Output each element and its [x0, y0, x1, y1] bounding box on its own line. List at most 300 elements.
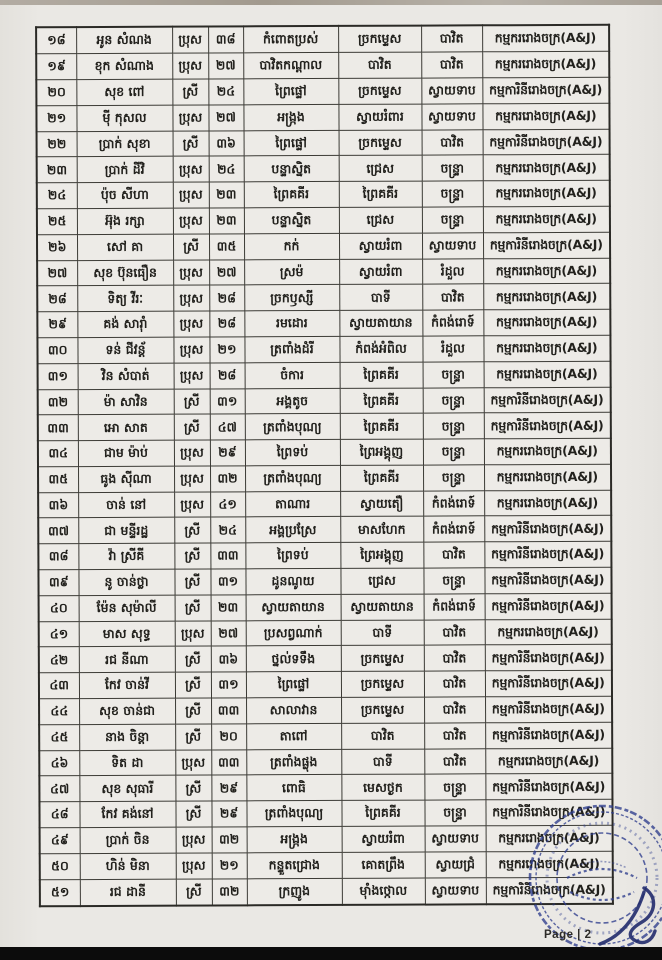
cell-gender: ស្រី [174, 414, 210, 440]
cell-gender: ស្រី [173, 234, 209, 260]
cell-village: ព្រៃទប់ [245, 543, 340, 569]
cell-name: សុខ ពៅ [76, 79, 172, 105]
cell-gender: ប្រុស [173, 208, 209, 234]
cell-occupation: កម្មការិនីរោងចក្រ(A&J) [484, 413, 611, 439]
table-row [39, 774, 612, 802]
cell-village: អង្គតូច [245, 388, 340, 414]
cell-district: បាវិត [422, 129, 483, 155]
cell-row-number: ៣២ [38, 389, 78, 415]
cell-name: គង់ សារ៉ាំ [77, 311, 173, 337]
cell-district: ស្វាយទាប [425, 877, 486, 904]
table-row [37, 284, 610, 312]
table-row [36, 103, 609, 131]
cell-commune: បាទី [341, 620, 424, 646]
cell-row-number: ១៨ [36, 27, 76, 54]
cell-age: ២៣ [209, 182, 244, 208]
cell-commune: ព្រៃអង្គុញ [340, 542, 423, 568]
cell-age: ៣៣ [210, 543, 245, 569]
cell-row-number: ៣៩ [38, 570, 78, 596]
cell-district: បាវិត [424, 723, 485, 749]
cell-commune: កំពង់អំពិល [339, 336, 422, 362]
cell-row-number: ៣៣ [38, 415, 78, 441]
cell-name: ទន់ ជីវន្ត័ [77, 337, 173, 363]
cell-occupation: កម្មការិនីរោងចក្រ(A&J) [486, 877, 613, 904]
cell-occupation: កម្មការិនីរោងចក្រ(A&J) [485, 722, 612, 748]
cell-age: ៣៨ [208, 26, 243, 53]
cell-occupation: កម្មកររោងចក្រ(A&J) [484, 490, 611, 516]
cell-age: ២១ [209, 337, 244, 363]
cell-age: ៣១ [210, 569, 245, 595]
cell-name: សុខ ប៊ុនធឿន [77, 260, 173, 286]
cell-row-number: ៤៨ [39, 802, 79, 828]
cell-age: ២១ [212, 853, 247, 879]
cell-name: ប្រាក់ សុខា [77, 131, 173, 157]
cell-age: ២៤ [209, 156, 244, 182]
cell-village: ត្រពាំងដំរី [244, 336, 339, 362]
cell-village: ច្រកឫស្សី [244, 285, 339, 311]
cell-row-number: ៤៣ [39, 673, 79, 699]
cell-name: ហិន់ មិនា [80, 853, 176, 879]
cell-commune: ជ្រេស [340, 568, 423, 594]
cell-age: ៤១ [210, 492, 245, 518]
cell-village: ត្រពាំងបុណ្យ [245, 465, 340, 491]
cell-row-number: ២០ [36, 80, 76, 106]
cell-district: ចន្ទ្រា [423, 568, 484, 594]
cell-row-number: ១៩ [36, 54, 76, 80]
cell-row-number: ៤៤ [39, 699, 79, 725]
cell-name: ជាម ម៉ាប់ [78, 440, 174, 466]
table-row [38, 464, 611, 492]
cell-village: ព្រៃផ្ទៅ [243, 78, 338, 104]
cell-occupation: កម្មការិនីរោងចក្រ(A&J) [484, 542, 611, 568]
roster-table-body [36, 25, 613, 906]
cell-age: ២៣ [209, 208, 244, 234]
cell-occupation: កម្មកររោងចក្រ(A&J) [485, 748, 612, 774]
cell-age: ៣២ [210, 466, 245, 492]
cell-name: វិន សំបាត់ [78, 363, 174, 389]
cell-district: កំពង់រោទ៍ [423, 490, 484, 516]
table-row [40, 851, 613, 879]
cell-commune: ច្រកម្ទេស [339, 130, 422, 156]
cell-name: ម៉ែន សុម៉ាលី [79, 595, 175, 621]
cell-age: ២៧ [208, 53, 243, 79]
cell-district: កំពង់រោទ៍ [422, 310, 483, 336]
cell-name: សុខ ចាន់ជា [79, 698, 175, 724]
cell-district: កំពង់រោទ៍ [424, 594, 485, 620]
cell-village: ស្វាយតាយាន [246, 594, 341, 620]
cell-village: ស្រម៉ [244, 259, 339, 285]
cell-village: ត្រពាំងផ្លុង [246, 749, 341, 775]
cell-row-number: ២១ [36, 105, 76, 131]
cell-gender: ស្រី [174, 543, 210, 569]
cell-name: ធូង ស៊ីណា [78, 466, 174, 492]
cell-gender: ប្រុស [174, 466, 210, 492]
cell-occupation: កម្មកររោងចក្រ(A&J) [484, 361, 611, 387]
cell-village: ដូនណូយ [245, 569, 340, 595]
cell-village: កំពោតប្រស់ [243, 26, 338, 53]
cell-row-number: ៤៦ [39, 750, 79, 776]
cell-commune: ព្រៃគគីរ [341, 800, 424, 826]
cell-occupation: កម្មការិនីរោងចក្រ(A&J) [485, 696, 612, 722]
cell-commune: ព្រៃគគីរ [340, 465, 423, 491]
cell-age: ២៧ [209, 259, 244, 285]
cell-gender: ស្រី [175, 698, 211, 724]
cell-name: ប្រាក់ ចិន [80, 827, 176, 853]
cell-commune: ព្រៃគគីរ [340, 362, 423, 388]
cell-age: ២៤ [208, 79, 243, 105]
table-row [40, 877, 613, 906]
cell-occupation: កម្មការិនីរោងចក្រ(A&J) [484, 516, 611, 542]
cell-row-number: ៣៦ [38, 492, 78, 518]
cell-gender: ស្រី [175, 775, 211, 801]
cell-commune: ព្រៃអង្គុញ [340, 439, 423, 465]
cell-row-number: ៣៧ [38, 518, 78, 544]
table-row [38, 361, 611, 389]
cell-name: វ៉ា ស្រីគី [78, 543, 174, 569]
cell-age: ២៤ [210, 517, 245, 543]
cell-gender: ប្រុស [172, 27, 208, 54]
cell-name: ទិត្យ វីរៈ [77, 285, 173, 311]
cell-name: ប៉ុច សីហា [77, 182, 173, 208]
cell-age: ៣២ [212, 878, 247, 905]
cell-gender: ស្រី [174, 389, 210, 415]
cell-village: បាវិតកណ្តាល [243, 53, 338, 79]
cell-occupation: កម្មការិនីរោងចក្រ(A&J) [483, 129, 610, 155]
cell-occupation: កម្មកររោងចក្រ(A&J) [483, 335, 610, 361]
cell-commune: ស្វាយតាយាន [341, 594, 424, 620]
cell-age: ២៨ [210, 363, 245, 389]
cell-village: ប្រសព្វណាក់ [246, 620, 341, 646]
cell-age: ៣៥ [209, 234, 244, 260]
cell-row-number: ៣០ [37, 337, 77, 363]
cell-row-number: ២៥ [37, 208, 77, 234]
cell-commune: ច្រកម្ទេស [338, 78, 421, 104]
cell-commune: បាទី [341, 749, 424, 775]
cell-age: ៣៣ [211, 750, 246, 776]
cell-district: បាវិត [421, 25, 482, 52]
cell-gender: ស្រី [175, 672, 211, 698]
cell-occupation: កម្មការិនីរោងចក្រ(A&J) [484, 567, 611, 593]
cell-village: ព្រៃផ្ទៅ [246, 672, 341, 698]
cell-name: អ៊ុង រក្សា [77, 208, 173, 234]
cell-village: សាលាវាន [246, 697, 341, 723]
cell-age: ៣១ [210, 388, 245, 414]
cell-occupation: កម្មកររោងចក្រ(A&J) [482, 103, 609, 129]
cell-occupation: កម្មកររោងចក្រ(A&J) [483, 284, 610, 310]
cell-gender: ប្រុស [173, 337, 209, 363]
table-row [37, 309, 610, 337]
cell-age: ៣៦ [211, 646, 246, 672]
cell-village: ថ្នល់ទទឹង [246, 646, 341, 672]
cell-row-number: ៣១ [38, 363, 78, 389]
table-row [37, 180, 610, 208]
cell-village: ព្រៃគគីរ [244, 182, 339, 208]
cell-gender: ស្រី [172, 79, 208, 105]
table-row [38, 542, 611, 570]
cell-age: ២៨ [209, 311, 244, 337]
table-row [38, 516, 611, 544]
cell-age: ៣៦ [209, 130, 244, 156]
cell-village: អង្គប្រស្រែ [245, 517, 340, 543]
cell-gender: ស្រី [176, 879, 212, 906]
cell-name: សៅ គា [77, 234, 173, 260]
cell-commune: មេសថ្ងក [341, 775, 424, 801]
cell-gender: ស្រី [175, 724, 211, 750]
cell-name: កែវ គង់នៅ [79, 801, 175, 827]
cell-district: ចន្ទ្រា [424, 774, 485, 800]
cell-district: បាវិត [424, 697, 485, 723]
cell-gender: ស្រី [175, 646, 211, 672]
table-row [39, 696, 612, 724]
cell-district: បាវិត [424, 645, 485, 671]
cell-row-number: ២៣ [37, 157, 77, 183]
table-row [37, 335, 610, 363]
cell-name: អោ សាត [78, 414, 174, 440]
cell-name: នូ ចាន់ថ្លា [78, 569, 174, 595]
table-row [39, 671, 612, 699]
cell-district: បាវិត [423, 542, 484, 568]
cell-gender: ប្រុស [176, 853, 212, 879]
photo-top-edge [0, 0, 662, 5]
cell-row-number: ២២ [37, 131, 77, 157]
cell-age: ៣៣ [211, 698, 246, 724]
cell-occupation: កម្មការិនីរោងចក្រ(A&J) [485, 645, 612, 671]
cell-name: ជា មន្ទីរដ្ឋ [78, 518, 174, 544]
cell-district: ចន្ទ្រា [423, 387, 484, 413]
cell-district: ចន្ទ្រា [424, 800, 485, 826]
cell-district: ចន្ទ្រា [423, 362, 484, 388]
cell-occupation: កម្មកររោងចក្រ(A&J) [486, 851, 613, 877]
cell-village: អង្រ្កង [247, 826, 342, 852]
cell-district: បាវិត [424, 671, 485, 697]
cell-occupation: កម្មកររោងចក្រ(A&J) [482, 51, 609, 77]
cell-district: បាវិត [424, 748, 485, 774]
cell-age: ៣២ [212, 827, 247, 853]
cell-age: ២៩ [211, 775, 246, 801]
cell-village: តាពៅ [246, 723, 341, 749]
table-row [38, 387, 611, 415]
cell-age: ៤៧ [210, 414, 245, 440]
cell-gender: ប្រុស [176, 827, 212, 853]
cell-commune: គោតព្រឹង [342, 852, 425, 878]
photo-bottom-edge [0, 947, 662, 960]
table-row [39, 645, 612, 673]
cell-village: កន្ទួតជ្រោង [247, 852, 342, 878]
cell-age: ៣១ [211, 672, 246, 698]
cell-gender: ប្រុស [175, 750, 211, 776]
cell-commune: មាសហែក [340, 517, 423, 543]
cell-occupation: កម្មការិនីរោងចក្រ(A&J) [485, 593, 612, 619]
cell-commune: ព្រៃគគីរ [340, 388, 423, 414]
cell-row-number: ៤៧ [39, 776, 79, 802]
cell-district: ស្វាយទាប [421, 78, 482, 104]
cell-village: តាណារ [245, 491, 340, 517]
cell-commune: ស្វាយរំពា [339, 233, 422, 259]
cell-row-number: ៤០ [39, 595, 79, 621]
cell-row-number: ៤១ [39, 621, 79, 647]
cell-gender: ស្រី [175, 595, 211, 621]
cell-row-number: ២៤ [37, 183, 77, 209]
cell-gender: ប្រុស [174, 440, 210, 466]
cell-age: ២៣ [211, 595, 246, 621]
cell-occupation: កម្មការិនីរោងចក្រ(A&J) [485, 774, 612, 800]
cell-commune: ច្រកម្ទេស [341, 646, 424, 672]
cell-occupation: កម្មកររោងចក្រ(A&J) [483, 206, 610, 232]
cell-gender: ប្រុស [173, 182, 209, 208]
cell-name: មាស សុទ្ធ [79, 621, 175, 647]
cell-row-number: ២៨ [37, 286, 77, 312]
cell-gender: ស្រី [173, 131, 209, 157]
cell-commune: បាវិត [341, 723, 424, 749]
cell-commune: ស្វាយតាយាន [339, 310, 422, 336]
cell-village: រមដោរ [244, 311, 339, 337]
cell-district: បាវិត [422, 284, 483, 310]
cell-district: ស្វាយទាប [425, 826, 486, 852]
cell-occupation: កម្មកររោងចក្រ(A&J) [483, 155, 610, 181]
table-row [36, 25, 609, 54]
table-row [37, 129, 610, 157]
cell-age: ២៩ [211, 801, 246, 827]
cell-name: សុខ សុធារី [79, 776, 175, 802]
cell-district: ចន្ទ្រា [423, 465, 484, 491]
cell-age: ២៧ [211, 621, 246, 647]
cell-district: ស្វាយជ្រំ [425, 852, 486, 878]
cell-commune: ស្វាយរំពារ [338, 104, 421, 130]
table-row [40, 825, 613, 853]
cell-commune: ព្រៃគគីរ [340, 413, 423, 439]
cell-gender: ប្រុស [173, 311, 209, 337]
cell-village: ព្រៃទប់ [245, 440, 340, 466]
cell-name: កែវ ចាន់វី [79, 672, 175, 698]
cell-occupation: កម្មការិនីរោងចក្រ(A&J) [485, 799, 612, 825]
cell-commune: ច្រកម្ទេស [341, 671, 424, 697]
cell-gender: ស្រី [174, 517, 210, 543]
cell-district: ចន្ទ្រា [423, 413, 484, 439]
cell-occupation: កម្មកររោងចក្រ(A&J) [482, 25, 609, 52]
table-row [36, 51, 609, 79]
cell-gender: ប្រុស [173, 260, 209, 286]
cell-village: អង្រ្កង [243, 104, 338, 130]
cell-occupation: កម្មកររោងចក្រ(A&J) [486, 825, 613, 851]
table-row [38, 413, 611, 441]
cell-row-number: ៤៩ [40, 828, 80, 854]
cell-commune: ជ្រេស [339, 207, 422, 233]
cell-name: រជ នីណា [79, 647, 175, 673]
cell-district: រំដួល [422, 258, 483, 284]
cell-row-number: ៤៥ [39, 724, 79, 750]
cell-commune: ស្វាយរំពា [342, 826, 425, 852]
cell-gender: ប្រុស [174, 492, 210, 518]
cell-district: ចន្ទ្រា [423, 439, 484, 465]
cell-age: ២៩ [210, 440, 245, 466]
cell-village: ត្រពាំងបុណ្យ [245, 414, 340, 440]
table-row [39, 799, 612, 827]
cell-gender: ស្រី [174, 569, 210, 595]
table-row [36, 77, 609, 105]
table-row [38, 438, 611, 466]
cell-name: រជ ដានី [80, 879, 176, 906]
cell-district: ស្វាយទាប [421, 104, 482, 130]
cell-commune: ច្រកម្ទេស [338, 26, 421, 53]
cell-district: ចន្ទ្រា [422, 207, 483, 233]
cell-village: ក្រញូង [247, 878, 342, 905]
cell-commune: ព្រៃគគីរ [339, 181, 422, 207]
cell-row-number: ៤២ [39, 647, 79, 673]
cell-village: ត្រពាំងបុណ្យ [246, 801, 341, 827]
cell-village: ចំការ [245, 362, 340, 388]
cell-village: បន្ទាស្និត [244, 207, 339, 233]
cell-district: ចន្ទ្រា [422, 181, 483, 207]
cell-name: នាង ចិន្តា [79, 724, 175, 750]
cell-occupation: កម្មកររោងចក្រ(A&J) [483, 258, 610, 284]
cell-commune: ស្វាយតឿ [340, 491, 423, 517]
table-row [39, 619, 612, 647]
cell-name: ម៉ី កុសល [76, 105, 172, 131]
cell-village: ពោធិ [246, 775, 341, 801]
cell-age: ២០ [211, 724, 246, 750]
table-row [39, 722, 612, 750]
cell-gender: ប្រុស [173, 156, 209, 182]
cell-gender: ស្រី [175, 801, 211, 827]
cell-district: បាវិត [424, 619, 485, 645]
cell-district: បាវិត [421, 52, 482, 78]
cell-age: ២៨ [209, 285, 244, 311]
cell-row-number: ២៦ [37, 234, 77, 260]
cell-gender: ប្រុស [175, 621, 211, 647]
table-row [37, 155, 610, 183]
cell-name: ប្រាក់ ដីវិ [77, 156, 173, 182]
cell-district: ចន្ទ្រា [422, 155, 483, 181]
cell-name: ចាន់ នៅ [78, 492, 174, 518]
cell-occupation: កម្មការិនីរោងចក្រ(A&J) [485, 671, 612, 697]
cell-occupation: កម្មកររោងចក្រ(A&J) [484, 464, 611, 490]
cell-gender: ប្រុស [172, 53, 208, 79]
cell-commune: ជ្រេស [339, 155, 422, 181]
cell-commune: បាវិត [338, 52, 421, 78]
page-number-label: Page | 2 [544, 929, 592, 941]
cell-name: ទិត ដា [79, 750, 175, 776]
table-row [37, 258, 610, 286]
cell-age: ២៧ [208, 105, 243, 131]
cell-gender: ប្រុស [173, 285, 209, 311]
cell-occupation: កម្មកររោងចក្រ(A&J) [483, 309, 610, 335]
cell-occupation: កម្មកររោងចក្រ(A&J) [485, 619, 612, 645]
cell-district: រំដួល [422, 336, 483, 362]
cell-district: កំពង់រោទ៍ [423, 516, 484, 542]
cell-row-number: ៣៨ [38, 544, 78, 570]
table-row [38, 490, 611, 518]
cell-commune: ច្រកម្ទេស [341, 697, 424, 723]
table-row [37, 206, 610, 234]
cell-village: ព្រៃផ្ទៅ [244, 130, 339, 156]
cell-row-number: ៥១ [40, 879, 80, 906]
cell-row-number: ២៩ [37, 312, 77, 338]
cell-occupation: កម្មកររោងចក្រ(A&J) [483, 180, 610, 206]
cell-village: បន្ទាស្និត [244, 156, 339, 182]
cell-row-number: ៣៥ [38, 466, 78, 492]
cell-name: ខុក សំណាង [76, 53, 172, 79]
table-row [37, 232, 610, 260]
worker-roster-table [35, 24, 614, 908]
table-row [39, 593, 612, 621]
table-row [39, 748, 612, 776]
cell-commune: ស្វាយរំពា [339, 259, 422, 285]
cell-name: អូន សំណង [76, 27, 172, 54]
cell-name: ម៉ា សាវិន [78, 389, 174, 415]
cell-row-number: ៥០ [40, 853, 80, 879]
cell-village: កក់ [244, 233, 339, 259]
cell-row-number: ២៧ [37, 260, 77, 286]
